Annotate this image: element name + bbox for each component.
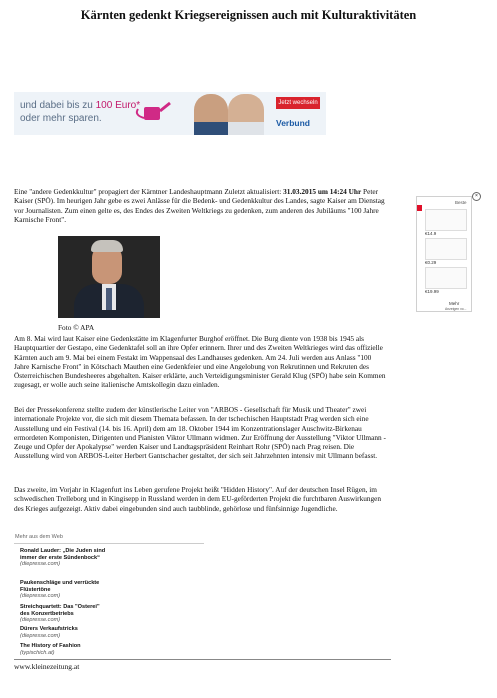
article-intro: Eine "andere Gedenkkultur" propagiert der Kärntner Landeshauptmann Zuletzt aktualisiert: 31.03.2015 um 14:24 Uhr Peter Kaiser (SPÖ). Im heurigen Jahr gebe es zwei Anlässe für die Bedenk- und Gedenkkultur des Landes, sagte Kaiser am Dienstag vor Journalisten. Zum einen gelte es, des Endes des Zweiten Weltkriegs zu gedenken, zum anderen des Jubiläums "100 Jahre Karnische Front". [14,187,385,224]
sidebar-ad[interactable] [416,193,478,312]
photo-caption: Foto © APA [58,323,95,332]
banner-person-2 [228,94,264,135]
related-item-source: (diepresse.com) [20,593,61,599]
article-paragraph: Bei der Pressekonferenz stellte zudem der künstlerische Leiter von "ARBOS - Gesellschaft für Musik und Theater" zwei internationale Projekte vor, die sich mit diesem Themata befassen. In der tschechischen Hauptstadt Prag werden sich eine Ausstellung und ein Festival (14. bis 16. April) dem am 18. Oktober 1944 im Konzentrationslager Auschwitz-Birkenau ermordeten Komponisten, Dirigenten und Pianisten Viktor Ullmann widmen. Zur Eröffnung der Ausstellung "Viktor Ullmann - Zeuge und Opfer der Apokalypse" werden Kaiser und Landtagspräsident Reinhart Rohr (SPÖ) nach Prag reisen. Die Ausstellung wird von ARBOS-Leiter Herbert Gantschacher gestaltet, der sich seit Jahrzehnten intensiv mit Ullmann befasst. [14,405,386,461]
product-price: €0.29 [425,260,437,265]
product-thumbnail[interactable] [425,209,467,231]
related-item-title[interactable]: Ronald Lauder: „Die Juden sind immer der erste Sündenbock“ [20,548,106,561]
sidebar-more-link[interactable]: Mehr [449,301,460,306]
related-item-title[interactable]: Paukenschläge und verrückte Flüstertöne [20,580,100,593]
banner-text-line1: und dabei bis zu 100 Euro* [20,100,141,111]
flag-icon [417,205,422,211]
related-item[interactable] [20,580,110,600]
related-item[interactable] [20,548,110,568]
article-paragraph: Das zweite, im Vorjahr in Klagenfurt ins Leben gerufene Projekt heißt "Hidden History". Auf der deutschen Insel Rügen, im schwedischen Trelleborg und in Kingisepp in Russland werden in dem EU-geförderten Projekt die furchtbaren Auswirkungen des Krieges aufgezeigt. Aktiv dabei eingebunden sind auch taubblinde, gehörlose und fünfsinnige Jugendliche. [14,485,382,513]
product-price: €14.9 [425,231,437,236]
banner-person-1 [194,94,228,135]
sidebar-ad-heading: Beste [455,200,467,205]
close-icon[interactable]: × [472,192,481,201]
related-item-title[interactable]: Streichquartett: Das "Osterei" des Konzertbetriebs [20,604,100,617]
product-thumbnail[interactable] [425,267,467,289]
footer-divider [14,659,391,660]
related-item-title[interactable]: Dürers Verkaufstricks [20,626,78,632]
article-photo [58,236,160,318]
related-item-source: (diepresse.com) [20,561,61,567]
update-timestamp: 31.03.2015 um 14:24 Uhr [283,187,362,196]
article-title: Kärnten gedenkt Kriegsereignissen auch mit Kulturaktivitäten [80,8,417,22]
related-section-label: Mehr aus dem Web [15,534,63,540]
related-item-title[interactable]: The History of Fashion [20,643,81,649]
related-item[interactable] [20,604,110,624]
related-item-source: (typischich.at) [20,649,55,656]
product-price: €19.99 [425,289,439,294]
banner-brand-logo: Verbund [276,118,311,128]
article-paragraph: Am 8. Mai wird laut Kaiser eine Gedenkstätte im Klagenfurter Burghof eröffnet. Die Burg diente von 1938 bis 1945 als Hauptquartier der Gestapo, eine Gedenktafel soll an ihre Opfer erinnern. Ihrer und des Zweiten Weltkrieges wird das offizielle Kärnten auch am 9. Mai bei einem Festakt im Wappensaal des Landhauses gedenken. Am 24. Juli werden aus Anlass "100 Jahre Karnische Front" in Kötschach Mauthen eine Gedenkfeier und eine Angelobung von Rekrutinnen und Rekruten des Österreichischen Bundesheeres abgehalten. Kaiser erklärte, auch Verteidigungsminister Gerald Klug (SPÖ) habe sein Kommen zugesagt, er wolle auch seine italienische Amtskollegin dazu einladen. [14,334,386,390]
banner-cta-button[interactable]: Jetzt wechseln [276,97,320,109]
related-item[interactable] [20,626,110,639]
sidebar-more-sub: Anzeigen vo... [445,307,467,311]
related-item-source: (diepresse.com) [20,617,61,623]
advertisement-banner[interactable] [14,92,326,135]
banner-text-line2: oder mehr sparen. [20,113,102,124]
related-divider [14,543,204,544]
related-item[interactable] [20,643,110,656]
footer-site-url[interactable]: www.kleinezeitung.at [14,662,80,671]
related-item-source: (diepresse.com) [20,632,61,639]
product-thumbnail[interactable] [425,238,467,260]
watering-can-icon [132,101,172,123]
